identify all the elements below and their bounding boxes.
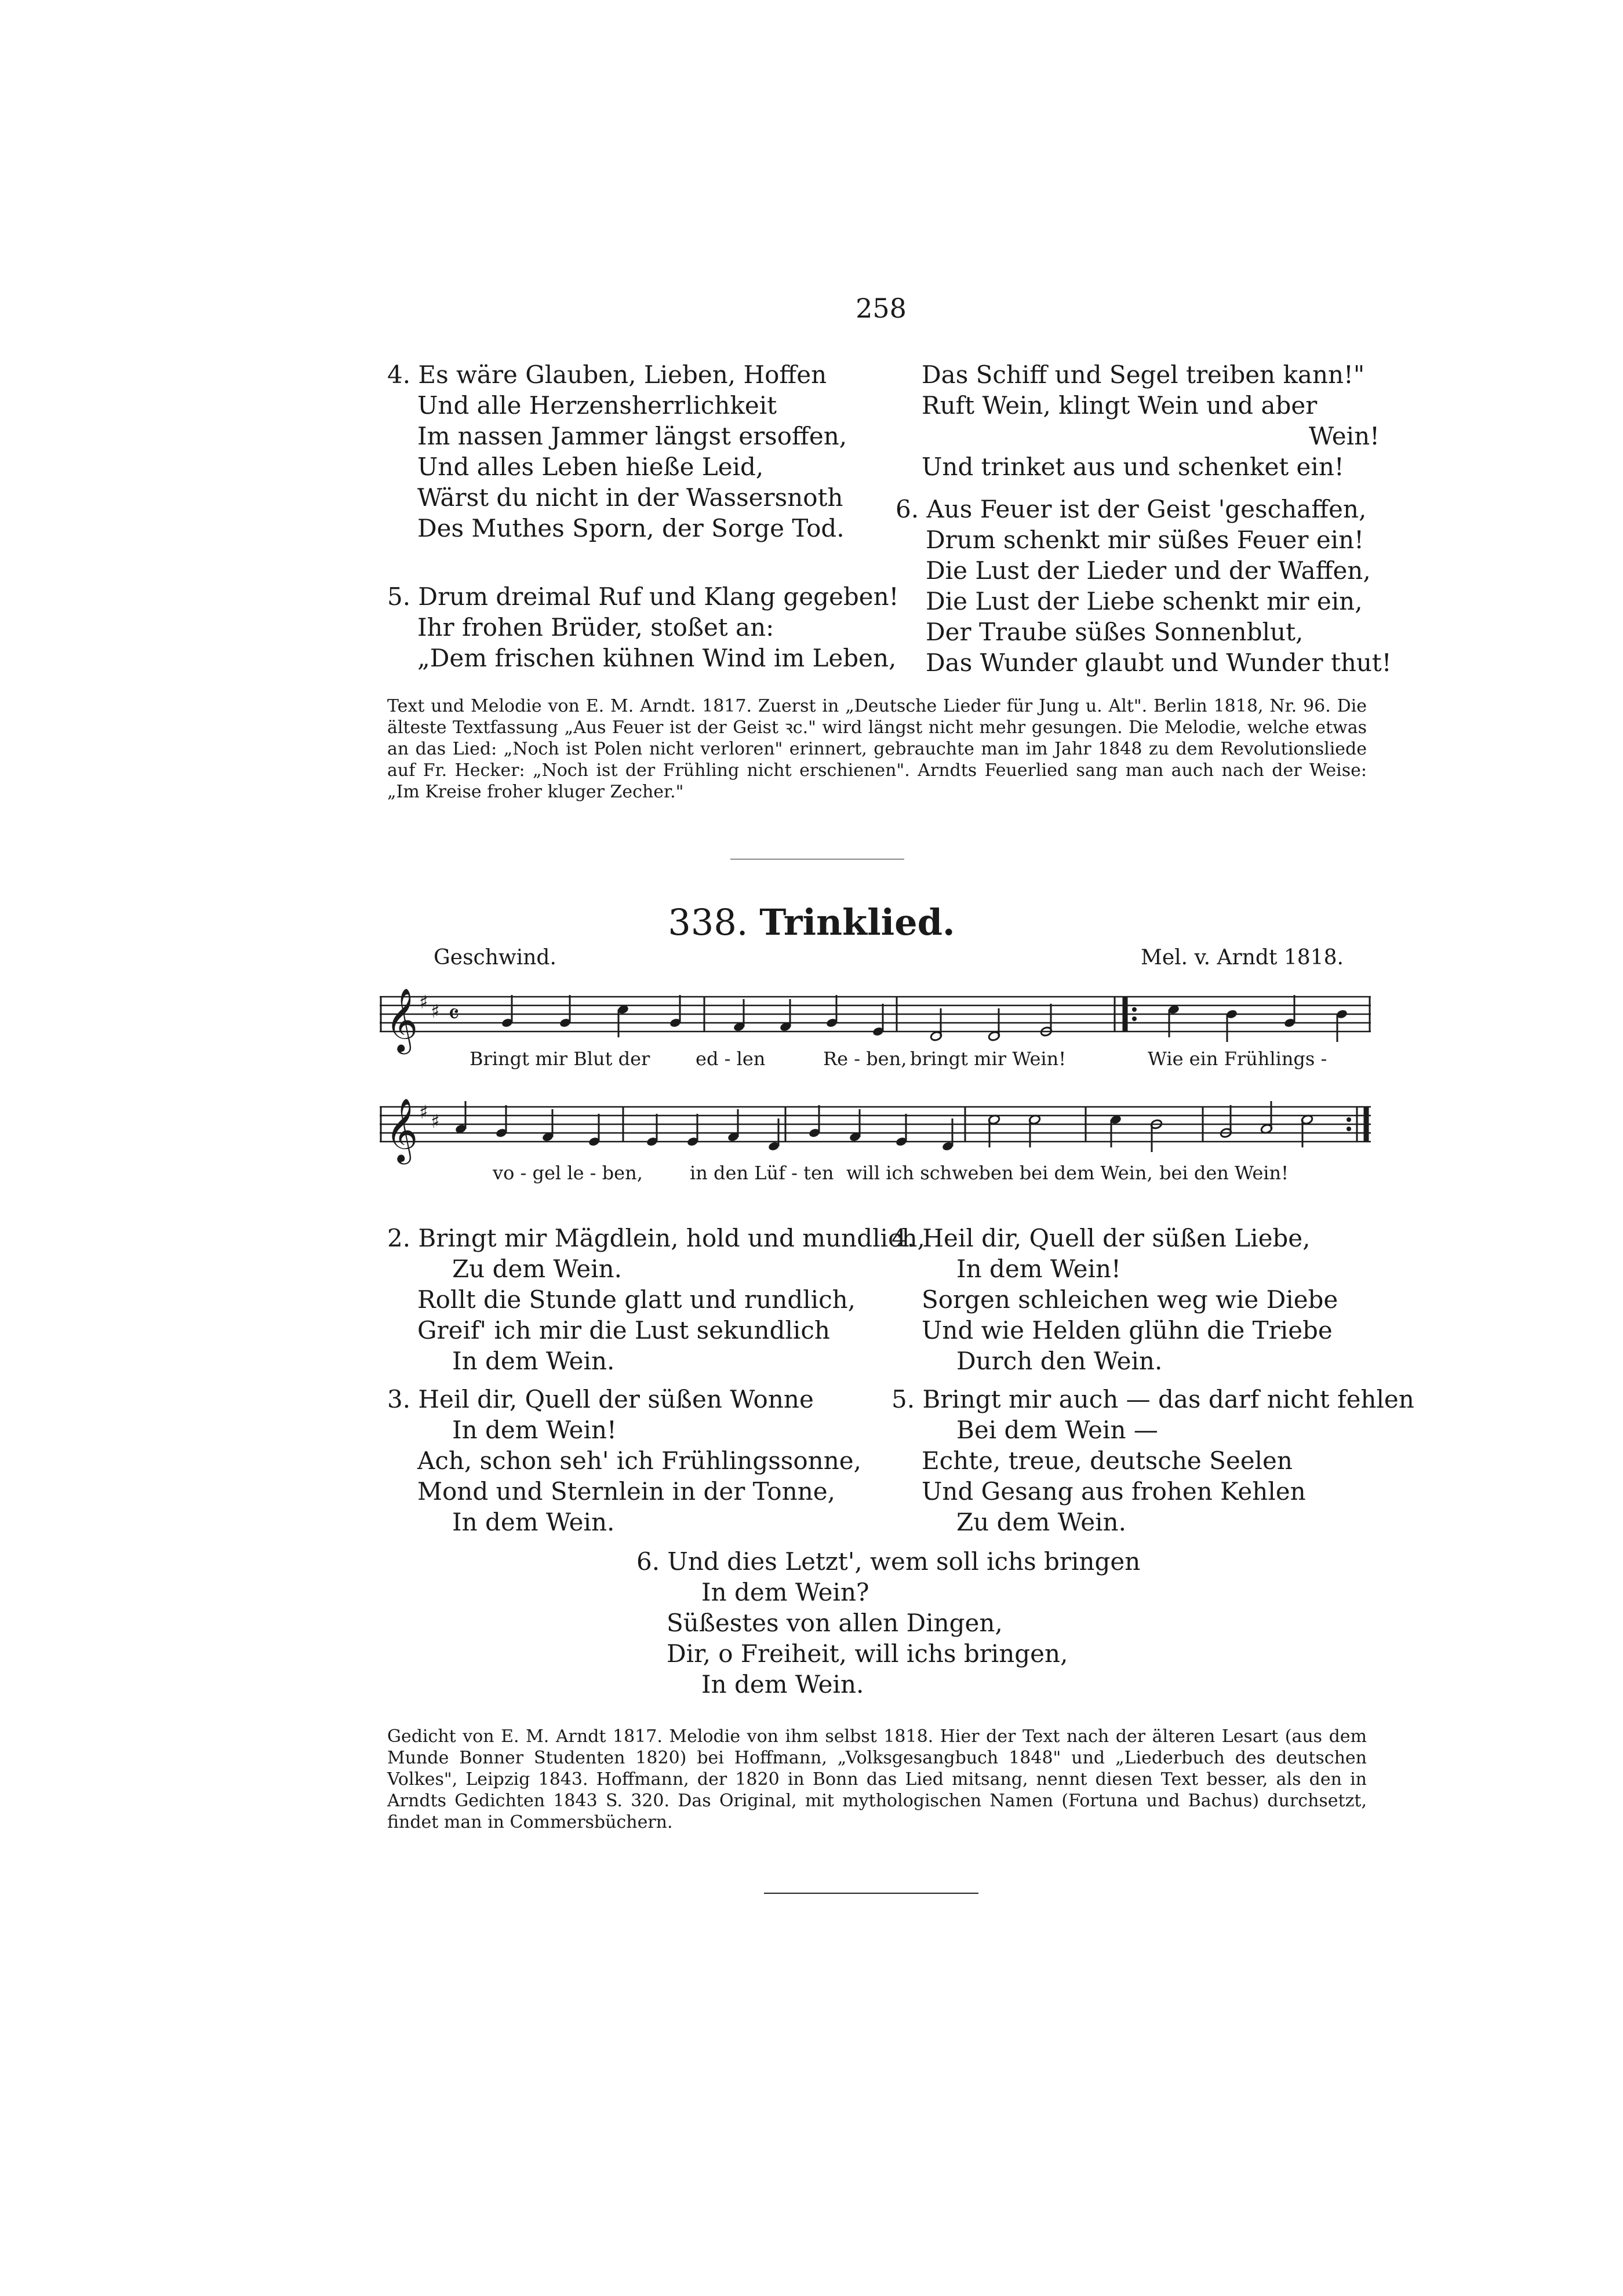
verse-line: Dir, o Freiheit, will ichs bringen, [667,1639,1068,1668]
verse-line: Die Lust der Lieder und der Waffen, [926,556,1371,585]
lyric-syllables: vo - gel le - ben, [493,1162,643,1184]
verse-line: Zu dem Wein. [452,1255,622,1283]
verse-line: Mond und Sternlein in der Tonne, [417,1477,836,1506]
verse-line: Des Muthes Sporn, der Sorge Tod. [417,514,845,542]
verse-line: Echte, treue, deutsche Seelen [922,1446,1293,1475]
stanza-3 [387,1384,861,1537]
verse-line: Zu dem Wein. [956,1508,1126,1536]
verse-line: Süßestes von allen Dingen, [667,1609,1003,1637]
verse-line: Greif' ich mir die Lust sekundlich [417,1316,830,1344]
verse-line: Sorgen schleichen weg wie Diebe [922,1285,1338,1314]
verse-line: Bei dem Wein — [956,1416,1158,1444]
tempo-marking: Geschwind. [434,946,556,970]
verse-line: 4. Es wäre Glauben, Lieben, Hoffen [387,360,827,389]
lyric-syllables: bringt mir Wein! [910,1048,1067,1070]
verse-line: 5. Bringt mir auch — das darf nicht fehlen [891,1385,1414,1413]
stanza-6 [636,1546,1140,1700]
verse-line: In dem Wein. [452,1508,615,1536]
verse-line: Wärst du nicht in der Wassersnoth [417,483,843,512]
lyric-syllables: ed - len [696,1048,766,1070]
verse-line: Das Schiff und Segel treiben kann!" [922,360,1365,389]
sharp-icon: ♯ [431,1000,440,1022]
verse-line: In dem Wein! [956,1255,1121,1283]
verse-line: Drum schenkt mir süßes Feuer ein! [926,526,1364,554]
verse-line: Ach, schon seh' ich Frühlingssonne, [417,1446,861,1475]
verse-line: Und Gesang aus frohen Kehlen [922,1477,1306,1506]
lyric-syllables: in den Lüf - ten [690,1162,834,1184]
verse-line: Wein! [1309,422,1380,450]
end-rule [764,1893,978,1894]
common-time-icon: 𝄴 [448,1000,460,1029]
verse-line: In dem Wein. [452,1347,615,1375]
treble-clef-icon: 𝄞 [385,988,419,1052]
prev-stanza-5 [387,581,899,673]
lyric-syllables: Re - ben, [823,1048,907,1070]
page-number: 258 [856,293,907,324]
stanza-2 [387,1223,925,1376]
verse-line: 6. Und dies Letzt', wem soll ichs bringen [636,1547,1141,1576]
verse-line: 3. Heil dir, Quell der süßen Wonne [387,1385,814,1413]
verse-line: Durch den Wein. [956,1347,1163,1375]
prev-stanza-5-continued [922,359,1380,482]
song-name: Trinklied. [759,901,955,943]
prev-song-note: Text und Melodie von E. M. Arndt. 1817. Zuerst in „Deutsche Lieder für Jung u. Alt". Berlin 1818, Nr. 96. Die älteste Textfassung „Aus Feuer ist der Geist ꝛc." wird längst nicht mehr gesungen. Die Melodie, welche etwas an das Lied: „Noch ist Polen nicht verloren" erinnert, gebrauchte man im Jahr 1848 zu dem Revolutionsliede auf Fr. Hecker: „Noch ist der Frühling nicht erschienen". Arndts Feuerlied sang man auch nach der Weise: „Im Kreise froher kluger Zecher." [387,696,1367,802]
lyric-syllables: Wie ein Frühlings - [1148,1048,1327,1070]
verse-line: Und wie Helden glühn die Triebe [922,1316,1333,1344]
sharp-icon: ♯ [419,991,428,1013]
verse-line: 2. Bringt mir Mägdlein, hold und mundlich, [387,1224,925,1252]
verse-line: Ihr frohen Brüder, stoßet an: [417,613,774,642]
stanza-5 [891,1384,1414,1537]
verse-line: In dem Wein. [701,1670,864,1699]
verse-line: Im nassen Jammer längst ersoffen, [417,422,847,450]
prev-stanza-6 [896,494,1392,678]
sharp-icon: ♯ [419,1101,428,1123]
verse-line: In dem Wein? [701,1578,869,1606]
verse-line: 4. Heil dir, Quell der süßen Liebe, [891,1224,1311,1252]
lyric-syllables: Bringt mir Blut der [470,1048,650,1070]
verse-line: Und trinket aus und schenket ein! [922,453,1344,481]
verse-line: Und alle Herzensherrlichkeit [417,391,777,420]
verse-line: „Dem frischen kühnen Wind im Leben, [417,644,897,672]
verse-line: Rollt die Stunde glatt und rundlich, [417,1285,856,1314]
song-title [0,901,1623,943]
melody-credit: Mel. v. Arndt 1818. [1141,946,1344,970]
lyric-syllables: bei den Wein! [1159,1162,1289,1184]
verse-line: Und alles Leben hieße Leid, [417,453,764,481]
song-number: 338. [668,901,748,943]
treble-clef-icon: 𝄞 [385,1098,419,1162]
stanza-4 [891,1223,1338,1376]
verse-line: Das Wunder glaubt und Wunder thut! [926,648,1392,677]
verse-line: 5. Drum dreimal Ruf und Klang gegeben! [387,582,899,611]
sharp-icon: ♯ [431,1110,440,1132]
verse-line: Der Traube süßes Sonnenblut, [926,618,1304,646]
song-note: Gedicht von E. M. Arndt 1817. Melodie von ihm selbst 1818. Hier der Text nach der älteren Lesart (aus dem Munde Bonner Studenten 1820) bei Hoffmann, „Volksgesangbuch 1848" und „Liederbuch des deutschen Volkes", Leipzig 1843. Hoffmann, der 1820 in Bonn das Lied mitsang, nennt diesen Text besser, als den in Arndts Gedichten 1843 S. 320. Das Original, mit mythologischen Namen (Fortuna und Bachus) durchsetzt, findet man in Commersbüchern. [387,1726,1367,1832]
prev-stanza-4 [387,359,847,544]
verse-line: Ruft Wein, klingt Wein und aber [922,391,1318,420]
verse-line: In dem Wein! [452,1416,617,1444]
lyric-syllables: will ich schweben bei dem Wein, [846,1162,1153,1184]
verse-line: Die Lust der Liebe schenkt mir ein, [926,587,1363,615]
verse-line: 6. Aus Feuer ist der Geist 'geschaffen, [896,495,1367,523]
